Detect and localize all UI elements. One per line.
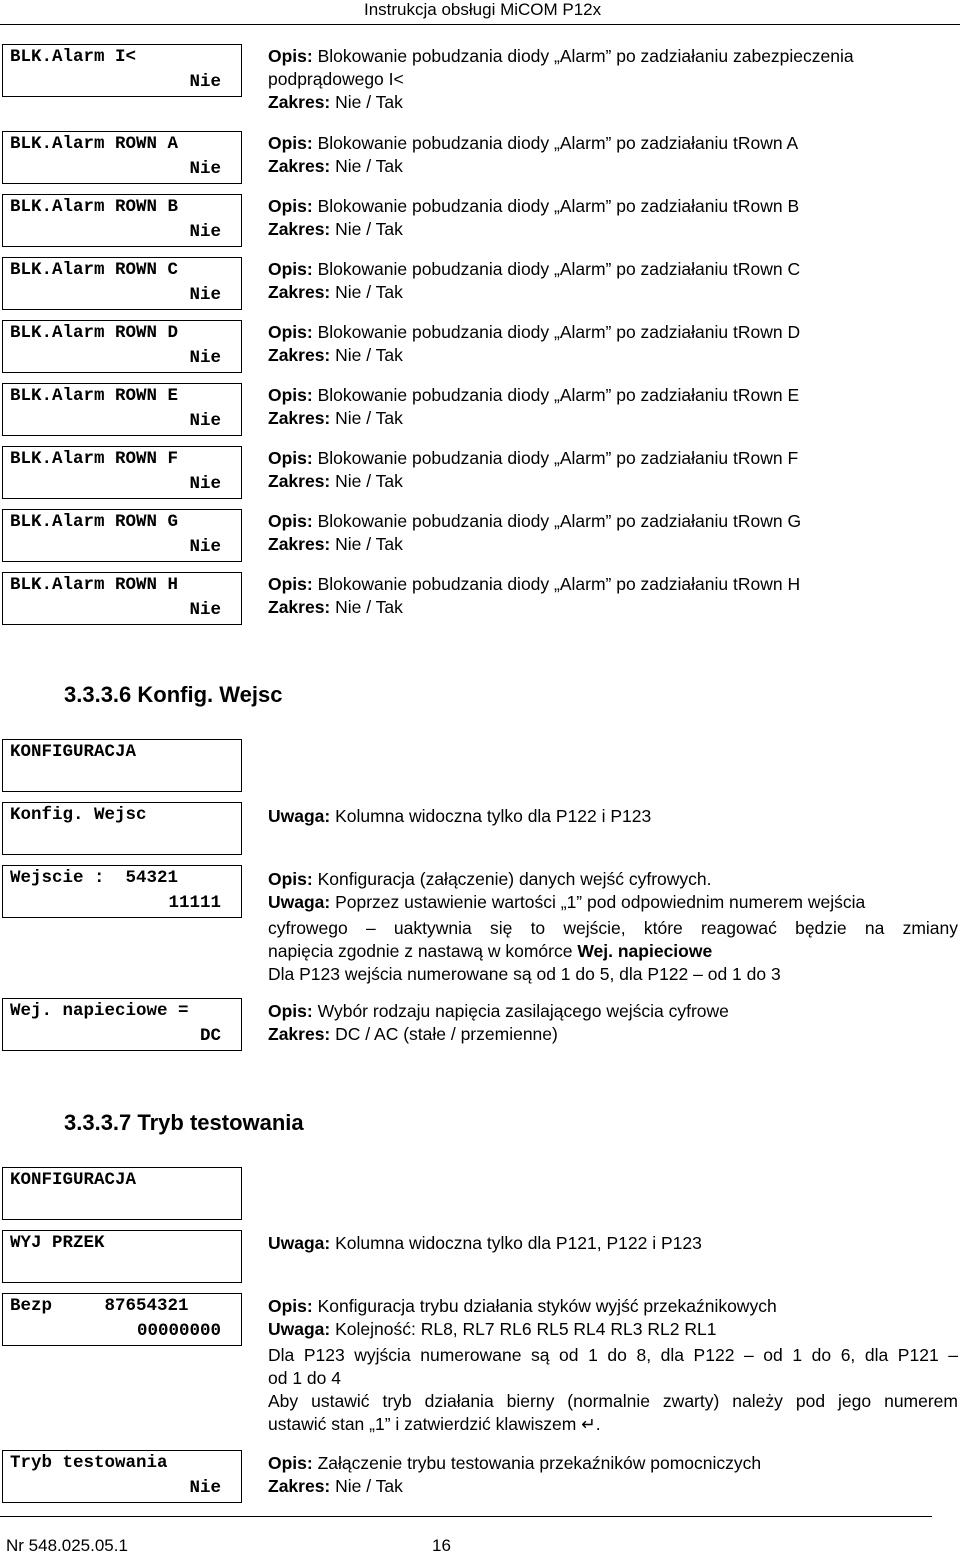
param-name: BLK.Alarm ROWN A <box>10 134 179 154</box>
opis-text: Blokowanie pobudzania diody „Alarm” po zadziałaniu tRown B <box>312 196 800 216</box>
zakres-label: Zakres: <box>268 471 331 491</box>
param-name: WYJ PRZEK <box>10 1233 105 1253</box>
zakres-text: Nie / Tak <box>330 92 403 112</box>
param-desc-wejscie <box>268 868 958 986</box>
param-box-blk-alarm-rown-h <box>2 572 242 625</box>
param-name: BLK.Alarm ROWN F <box>10 449 179 469</box>
param-box-tryb-testowania <box>2 1450 242 1503</box>
desc-line: od 1 do 4 <box>268 1368 341 1388</box>
param-name: BLK.Alarm ROWN C <box>10 260 179 280</box>
opis-text: Blokowanie pobudzania diody „Alarm” po zadziałaniu tRown F <box>312 448 799 468</box>
param-box-blk-alarm-rown-d <box>2 320 242 373</box>
desc-line: cyfrowego – uaktywnia się to wejście, które reagować będzie na zmiany <box>268 918 958 938</box>
zakres-text: Nie / Tak <box>330 345 403 365</box>
param-box-wej-napieciowe <box>2 998 242 1051</box>
param-box-konfig-wejsc <box>2 802 242 855</box>
param-desc-blk-alarm-i <box>268 45 958 114</box>
uwaga-text: Kolumna widoczna tylko dla P122 i P123 <box>330 806 652 826</box>
param-desc-konfig-wejsc <box>268 805 958 828</box>
opis-label: Opis: <box>268 1296 313 1316</box>
zakres-label: Zakres: <box>268 219 331 239</box>
param-desc-bezp <box>268 1295 958 1436</box>
menu-box-konfiguracja <box>2 739 242 792</box>
param-name: BLK.Alarm ROWN D <box>10 323 179 343</box>
opis-label: Opis: <box>268 322 313 342</box>
param-value: Nie <box>189 222 221 242</box>
uwaga-text: Poprzez ustawienie wartości „1” pod odpowiednim numerem wejścia <box>330 892 866 912</box>
param-name: BLK.Alarm ROWN E <box>10 386 179 406</box>
desc-line: ustawić stan „1” i zatwierdzić klawiszem ↵. <box>268 1414 601 1434</box>
param-value: 11111 <box>168 893 221 913</box>
opis-label: Opis: <box>268 385 313 405</box>
opis-text: Blokowanie pobudzania diody „Alarm” po zadziałaniu zabezpieczenia <box>312 46 854 66</box>
opis-text: Konfiguracja (załączenie) danych wejść cyfrowych. <box>312 869 712 889</box>
zakres-text: Nie / Tak <box>330 156 403 176</box>
opis-label: Opis: <box>268 1453 313 1473</box>
param-box-bezp <box>2 1293 242 1346</box>
param-box-blk-alarm-rown-f <box>2 446 242 499</box>
zakres-label: Zakres: <box>268 597 331 617</box>
zakres-text: Nie / Tak <box>330 408 403 428</box>
param-value: Nie <box>189 285 221 305</box>
param-name: BLK.Alarm ROWN G <box>10 512 179 532</box>
uwaga-label: Uwaga: <box>268 892 331 912</box>
opis-label: Opis: <box>268 1001 313 1021</box>
param-name: Wej. napieciowe = <box>10 1001 189 1021</box>
param-value: Nie <box>189 159 221 179</box>
opis-text: Blokowanie pobudzania diody „Alarm” po zadziałaniu tRown G <box>312 511 802 531</box>
param-box-blk-alarm-i <box>2 44 242 97</box>
zakres-text: DC / AC (stałe / przemienne) <box>330 1024 558 1044</box>
uwaga-label: Uwaga: <box>268 1319 331 1339</box>
zakres-text: Nie / Tak <box>330 597 403 617</box>
opis-label: Opis: <box>268 133 313 153</box>
zakres-label: Zakres: <box>268 92 331 112</box>
param-value: 00000000 <box>136 1321 221 1341</box>
zakres-label: Zakres: <box>268 408 331 428</box>
opis-text: Załączenie trybu testowania przekaźników pomocniczych <box>312 1453 762 1473</box>
footer-doc-number: Nr 548.025.05.1 <box>6 1536 128 1555</box>
param-value: Nie <box>189 600 221 620</box>
param-desc-blk-alarm-rown-f <box>268 447 958 493</box>
uwaga-label: Uwaga: <box>268 806 331 826</box>
header-title: Instrukcja obsługi MiCOM P12x <box>364 0 602 19</box>
param-value: DC <box>199 1026 221 1046</box>
menu-name: KONFIGURACJA <box>10 742 137 762</box>
menu-name: KONFIGURACJA <box>10 1170 137 1190</box>
section-heading-konfig-wejsc: 3.3.3.6 Konfig. Wejsc <box>64 682 283 707</box>
zakres-text: Nie / Tak <box>330 1476 403 1496</box>
param-desc-wyj-przek <box>268 1232 958 1255</box>
zakres-label: Zakres: <box>268 1024 331 1044</box>
param-desc-blk-alarm-rown-h <box>268 573 958 619</box>
desc-line: Dla P123 wejścia numerowane są od 1 do 5, dla P122 – od 1 do 3 <box>268 964 781 984</box>
opis-label: Opis: <box>268 259 313 279</box>
param-box-blk-alarm-rown-a <box>2 131 242 184</box>
footer-page-number: 16 <box>432 1536 451 1555</box>
param-name: BLK.Alarm ROWN B <box>10 197 179 217</box>
zakres-text: Nie / Tak <box>330 282 403 302</box>
zakres-text: Nie / Tak <box>330 534 403 554</box>
desc-line: napięcia zgodnie z nastawą w komórce <box>268 941 578 961</box>
zakres-label: Zakres: <box>268 534 331 554</box>
param-desc-blk-alarm-rown-g <box>268 510 958 556</box>
param-desc-blk-alarm-rown-d <box>268 321 958 367</box>
param-name: Bezp 87654321 <box>10 1296 189 1316</box>
opis-label: Opis: <box>268 196 313 216</box>
zakres-text: Nie / Tak <box>330 471 403 491</box>
param-box-wyj-przek <box>2 1230 242 1283</box>
param-desc-blk-alarm-rown-e <box>268 384 958 430</box>
param-value: Nie <box>189 1478 221 1498</box>
opis-text: Blokowanie pobudzania diody „Alarm” po zadziałaniu tRown D <box>312 322 801 342</box>
param-name: BLK.Alarm ROWN H <box>10 575 179 595</box>
param-value: Nie <box>189 348 221 368</box>
param-value: Nie <box>189 474 221 494</box>
zakres-label: Zakres: <box>268 156 331 176</box>
desc-line: Dla P123 wyjścia numerowane są od 1 do 8, dla P122 – od 1 do 6, dla P121 – <box>268 1345 958 1365</box>
opis-text-cont: podprądowego I< <box>268 69 404 89</box>
opis-text: Konfiguracja trybu działania styków wyjść przekaźnikowych <box>312 1296 777 1316</box>
param-box-blk-alarm-rown-b <box>2 194 242 247</box>
param-value: Nie <box>189 72 221 92</box>
section-heading-tryb-testowania: 3.3.3.7 Tryb testowania <box>64 1110 304 1135</box>
zakres-label: Zakres: <box>268 282 331 302</box>
param-box-wejscie <box>2 865 242 918</box>
param-name: Konfig. Wejsc <box>10 805 147 825</box>
param-name: BLK.Alarm I< <box>10 47 137 67</box>
opis-label: Opis: <box>268 46 313 66</box>
header-rule <box>0 24 960 25</box>
opis-text: Blokowanie pobudzania diody „Alarm” po zadziałaniu tRown E <box>312 385 800 405</box>
param-name: Tryb testowania <box>10 1453 168 1473</box>
opis-text: Blokowanie pobudzania diody „Alarm” po zadziałaniu tRown H <box>312 574 801 594</box>
zakres-text: Nie / Tak <box>330 219 403 239</box>
opis-text: Blokowanie pobudzania diody „Alarm” po zadziałaniu tRown C <box>312 259 801 279</box>
param-value: Nie <box>189 537 221 557</box>
desc-line: Aby ustawić tryb działania bierny (normalnie zwarty) należy pod jego numerem <box>268 1391 958 1411</box>
param-desc-blk-alarm-rown-a <box>268 132 958 178</box>
param-name: Wejscie : 54321 <box>10 868 179 888</box>
zakres-label: Zakres: <box>268 345 331 365</box>
param-desc-wej-napieciowe <box>268 1000 958 1046</box>
param-box-blk-alarm-rown-e <box>2 383 242 436</box>
param-desc-blk-alarm-rown-b <box>268 195 958 241</box>
param-box-blk-alarm-rown-c <box>2 257 242 310</box>
opis-label: Opis: <box>268 511 313 531</box>
menu-box-konfiguracja <box>2 1167 242 1220</box>
param-box-blk-alarm-rown-g <box>2 509 242 562</box>
footer-rule <box>0 1516 932 1517</box>
param-value: Nie <box>189 411 221 431</box>
param-desc-blk-alarm-rown-c <box>268 258 958 304</box>
opis-label: Opis: <box>268 448 313 468</box>
param-desc-tryb-testowania <box>268 1452 958 1498</box>
uwaga-text: Kolumna widoczna tylko dla P121, P122 i P123 <box>330 1233 702 1253</box>
opis-text: Wybór rodzaju napięcia zasilającego wejścia cyfrowe <box>312 1001 729 1021</box>
zakres-label: Zakres: <box>268 1476 331 1496</box>
uwaga-label: Uwaga: <box>268 1233 331 1253</box>
opis-label: Opis: <box>268 869 313 889</box>
uwaga-text: Kolejność: RL8, RL7 RL6 RL5 RL4 RL3 RL2 RL1 <box>330 1319 717 1339</box>
opis-text: Blokowanie pobudzania diody „Alarm” po zadziałaniu tRown A <box>312 133 799 153</box>
cell-reference: Wej. napieciowe <box>577 941 713 961</box>
opis-label: Opis: <box>268 574 313 594</box>
